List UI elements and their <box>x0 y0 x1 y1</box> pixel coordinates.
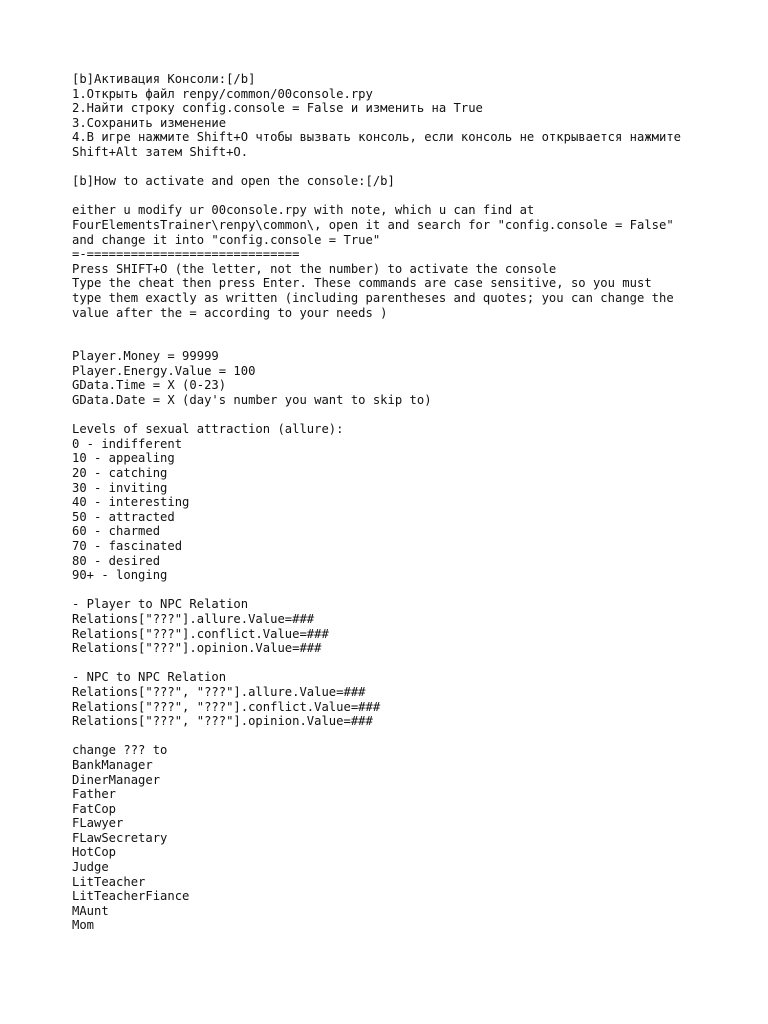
text-line: Press SHIFT+O (the letter, not the number) to activate the console <box>72 261 557 276</box>
text-line: - NPC to NPC Relation <box>72 670 227 685</box>
text-line: Relations["???"].conflict.Value=### <box>72 626 329 641</box>
document-page <box>72 72 732 933</box>
blank-line <box>72 729 732 744</box>
text-line: 2.Найти строку config.console = False и изменить на True <box>72 101 483 116</box>
blank-line <box>72 583 732 598</box>
text-line: either u modify ur 00console.rpy with note, which u can find at <box>72 203 535 218</box>
text-line: and change it into "config.console = True" <box>72 232 381 247</box>
text-line: Father <box>72 787 117 802</box>
text-line: 4.В игре нажмите Shift+O чтобы вызвать консоль, если консоль не открывается нажмите <box>72 130 682 145</box>
blank-line <box>72 408 732 423</box>
text-line: 60 - charmed <box>72 524 161 539</box>
text-line: GData.Date = X (day's number you want to skip to) <box>72 393 432 408</box>
text-line: Shift+Alt затем Shift+O. <box>72 144 249 159</box>
text-line: 20 - catching <box>72 466 168 481</box>
text-line: =-============================= <box>72 247 300 262</box>
text-line: 1.Открыть файл renpy/common/00console.rpy <box>72 86 373 101</box>
text-line: type them exactly as written (including parentheses and quotes; you can change the <box>72 290 674 305</box>
text-line: MAunt <box>72 903 109 918</box>
text-line: Player.Energy.Value = 100 <box>72 363 256 378</box>
text-line: Relations["???", "???"].opinion.Value=### <box>72 714 373 729</box>
blank-line <box>72 656 732 671</box>
text-line: Type the cheat then press Enter. These commands are case sensitive, so you must <box>72 276 652 291</box>
blank-line <box>72 160 732 175</box>
text-line: 50 - attracted <box>72 509 175 524</box>
text-line: Relations["???", "???"].allure.Value=### <box>72 684 366 699</box>
text-line: Relations["???"].opinion.Value=### <box>72 641 322 656</box>
text-line: Judge <box>72 860 109 875</box>
text-line: [b]How to activate and open the console:[/b] <box>72 174 395 189</box>
text-line: 40 - interesting <box>72 495 190 510</box>
text-line: - Player to NPC Relation <box>72 597 249 612</box>
text-line: 0 - indifferent <box>72 436 183 451</box>
blank-line <box>72 320 732 335</box>
text-line: change ??? to <box>72 743 168 758</box>
text-line: GData.Time = X (0-23) <box>72 378 227 393</box>
text-line: Relations["???", "???"].conflict.Value=### <box>72 699 381 714</box>
text-line: DinerManager <box>72 772 161 787</box>
blank-line <box>72 189 732 204</box>
text-line: LitTeacherFiance <box>72 889 190 904</box>
text-line: 80 - desired <box>72 553 161 568</box>
text-line: Levels of sexual attraction (allure): <box>72 422 344 437</box>
text-line: LitTeacher <box>72 874 146 889</box>
text-line: Player.Money = 99999 <box>72 349 219 364</box>
text-line: Relations["???"].allure.Value=### <box>72 611 315 626</box>
blank-line <box>72 335 732 350</box>
text-line: 3.Сохранить изменение <box>72 115 227 130</box>
text-line: FatCop <box>72 801 117 816</box>
text-line: Mom <box>72 918 95 933</box>
text-line: value after the = according to your needs ) <box>72 305 388 320</box>
text-line: 70 - fascinated <box>72 539 183 553</box>
text-line: HotCop <box>72 845 117 860</box>
text-line: [b]Активация Консоли:[/b] <box>72 72 256 86</box>
text-line: FLawSecretary <box>72 830 168 845</box>
text-line: FLawyer <box>72 816 124 831</box>
text-line: 90+ - longing <box>72 568 168 583</box>
text-line: FourElementsTrainer\renpy\common\, open it and search for "config.console = False" <box>72 217 674 232</box>
text-line: 10 - appealing <box>72 451 175 466</box>
text-line: 30 - inviting <box>72 480 168 495</box>
text-line: BankManager <box>72 757 153 772</box>
